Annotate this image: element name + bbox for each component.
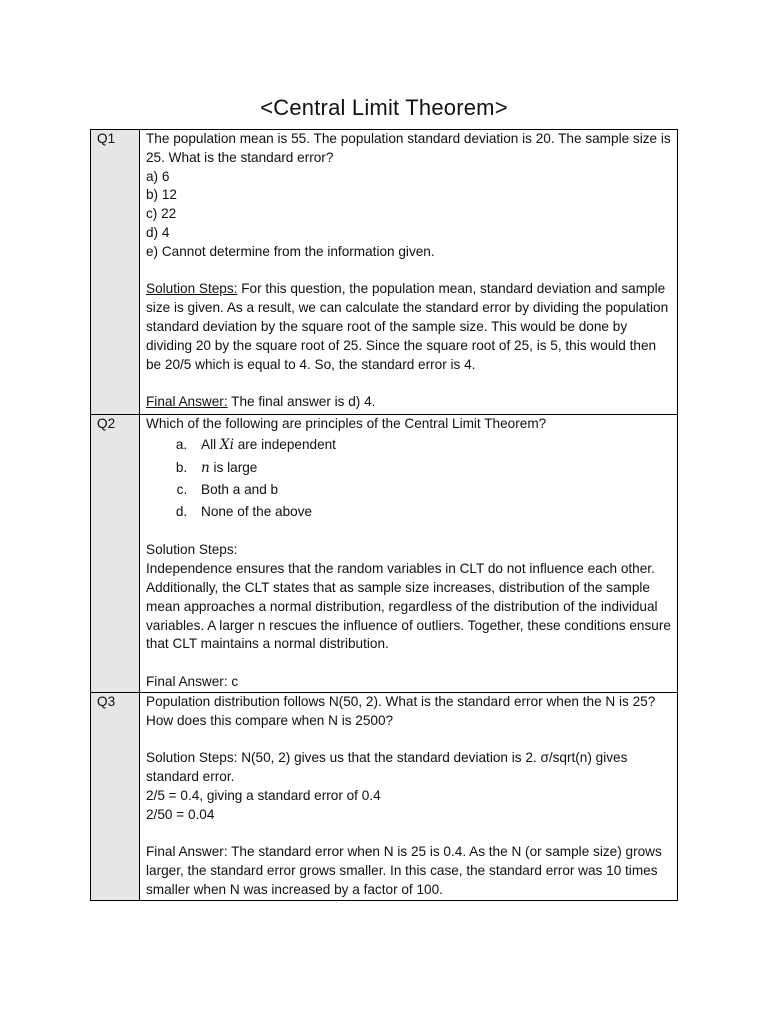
q2-choice-b-math: n bbox=[201, 459, 210, 476]
question-content-q2 bbox=[140, 415, 678, 693]
q3-calc-2: 2/50 = 0.04 bbox=[146, 806, 215, 822]
q1-solution-label: Solution Steps: bbox=[146, 281, 238, 297]
question-content-q1 bbox=[140, 130, 678, 415]
q1-option-c: c) 22 bbox=[146, 206, 177, 222]
q2-final-answer: Final Answer: c bbox=[146, 673, 239, 689]
q1-final-label: Final Answer: bbox=[146, 394, 228, 410]
page-title: <Central Limit Theorem> bbox=[260, 95, 508, 120]
q3-calc-1: 2/5 = 0.4, giving a standard error of 0.4 bbox=[146, 787, 381, 803]
q2-choice-d: d. None of the above bbox=[191, 501, 671, 523]
q1-final-answer bbox=[146, 393, 671, 412]
q2-choice-b-suffix: is large bbox=[209, 459, 258, 475]
question-label-q3: Q3 bbox=[91, 692, 140, 900]
q3-solution-text: Solution Steps: N(50, 2) gives us that the standard deviation is 2. σ/sqrt(n) gives standard error. bbox=[146, 750, 628, 784]
table-row bbox=[91, 415, 678, 693]
q1-question-text: The population mean is 55. The population standard deviation is 20. The sample size is 25. What is the standard error? bbox=[146, 131, 671, 165]
question-table bbox=[90, 129, 678, 901]
table-row bbox=[91, 130, 678, 415]
q1-option-e: e) Cannot determine from the information given. bbox=[146, 243, 435, 259]
table-row bbox=[91, 692, 678, 900]
q2-choice-a bbox=[191, 434, 671, 457]
q1-option-b: b) 12 bbox=[146, 187, 177, 203]
q2-choice-a-prefix: All bbox=[201, 436, 220, 452]
q1-solution bbox=[146, 280, 671, 374]
q1-final-text: The final answer is d) 4. bbox=[227, 394, 376, 410]
q2-choice-a-suffix: are independent bbox=[233, 436, 336, 452]
q2-choice-b bbox=[191, 457, 671, 480]
q2-choice-list bbox=[146, 434, 671, 523]
q1-solution-text: For this question, the population mean, standard deviation and sample size is given. As a result, we can calculate the standard error by dividing the population standard deviation by the square root of the sample size. This would be done by dividing 20 by the square root of 25. Since the square root of 25, is 5, this would then be 20/5 which is equal to 4. So, the standard error is 4. bbox=[146, 281, 669, 372]
q1-option-a: a) 6 bbox=[146, 168, 170, 184]
q1-option-d: d) 4 bbox=[146, 224, 170, 240]
q2-solution-text: Independence ensures that the random variables in CLT do not influence each other. Additionally, the CLT states that as sample size increases, distribution of the sample mean approaches a normal distribution, regardless of the distribution of the individual variables. A larger n rescues the influence of outliers. Together, these conditions ensure that CLT maintains a normal distribution. bbox=[146, 561, 671, 652]
question-label-q2: Q2 bbox=[91, 415, 140, 693]
q3-final-answer: Final Answer: The standard error when N is 25 is 0.4. As the N (or sample size) grows larger, the standard error grows smaller. In this case, the standard error was 10 times smaller when N was increased by a factor of 100. bbox=[146, 844, 662, 897]
q2-choice-a-math: Xi bbox=[219, 436, 234, 453]
q3-question-text: Population distribution follows N(50, 2). What is the standard error when the N is 25? How does this compare when N is 2500? bbox=[146, 693, 656, 728]
q2-choice-c: c. Both a and b bbox=[191, 479, 671, 501]
q2-question-text: Which of the following are principles of the Central Limit Theorem? bbox=[146, 416, 547, 431]
question-label-q1: Q1 bbox=[91, 130, 140, 415]
q2-solution-label: Solution Steps: bbox=[146, 542, 238, 558]
question-content-q3 bbox=[140, 692, 678, 900]
